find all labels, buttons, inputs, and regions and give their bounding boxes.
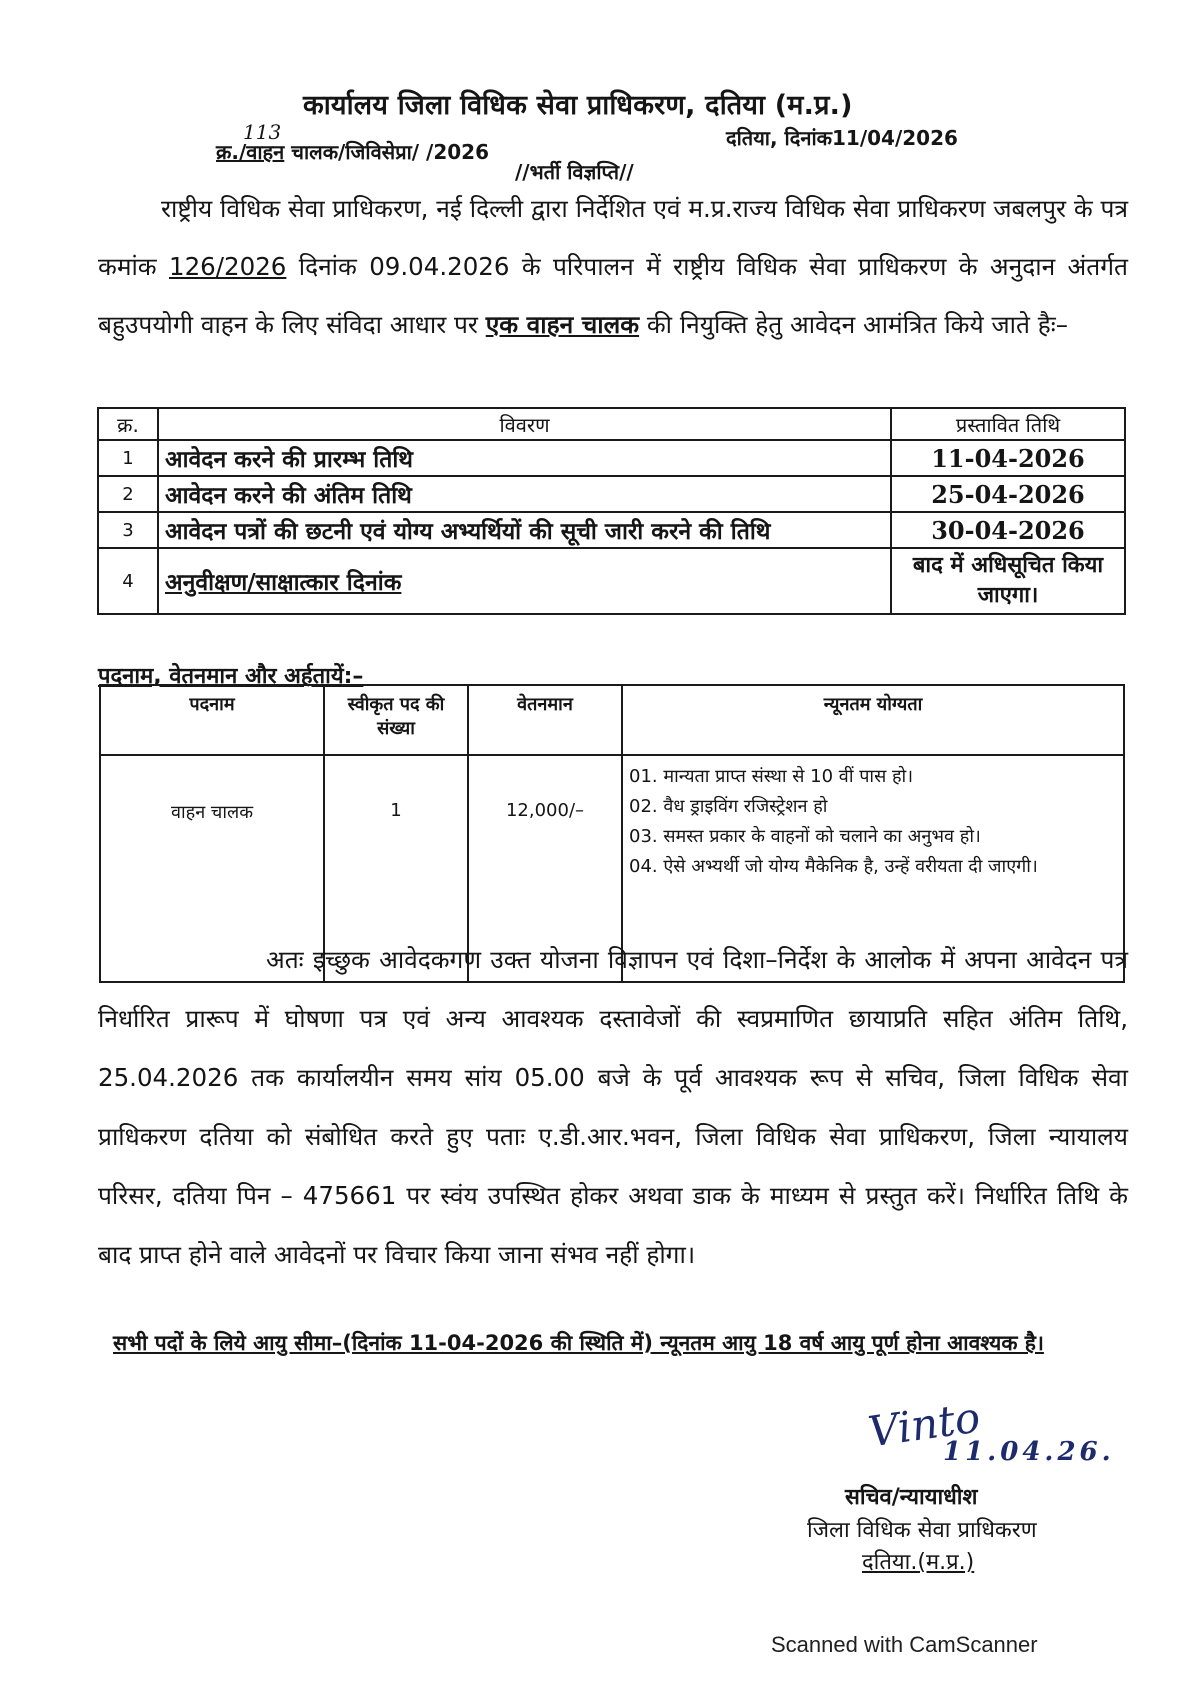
schedule-header-date: प्रस्तावित तिथि	[891, 408, 1125, 440]
reference-number	[216, 138, 489, 165]
schedule-date: 30-04-2026	[891, 512, 1125, 548]
post-header-pay: वेतनमान	[468, 685, 622, 755]
signatory-place: दतिया.(म.प्र.)	[862, 1550, 975, 1575]
list-item: 03. समस्त प्रकार के वाहनों को चलाने का अनुभव हो।	[629, 826, 981, 847]
post-header-name: पदनाम	[100, 685, 324, 755]
issue-date: दतिया, दिनांक11/04/2026	[726, 126, 958, 150]
schedule-date: बाद में अधिसूचित किया जाएगा।	[891, 548, 1125, 614]
schedule-sn: 1	[98, 440, 158, 476]
table-row	[98, 476, 1125, 512]
schedule-desc: आवेदन करने की अंतिम तिथि	[158, 476, 891, 512]
instructions-paragraph: अतः इच्छुक आवेदकगण उक्त योजना विज्ञापन एवं दिशा–निर्देश के आलोक में अपना आवेदन पत्र निर्धारित प्रारूप में घोषणा पत्र एवं अन्य आवश्यक दस्तावेजों की स्वप्रमाणित छायाप्रति सहित अंतिम तिथि, 25.04.2026 तक कार्यालयीन समय सांय 05.00 बजे के पूर्व आवश्यक रूप से सचिव, जिला विधिक सेवा प्राधिकरण दतिया को संबोधित करते हुए पताः ए.डी.आर.भवन, जिला विधिक सेवा प्राधिकरण, जिला न्यायालय परिसर, दतिया पिन – 475661 पर स्वंय उपस्थित होकर अथवा डाक के माध्यम से प्रस्तुत करें। निर्धारित तिथि के बाद प्राप्त होने वाले आवेदनों पर विचार किया जाना संभव नहीं होगा।	[98, 945, 1128, 1269]
intro-text-1: राष्ट्रीय विधिक सेवा प्राधिकरण, नई दिल्ली द्वारा निर्देशित एवं म.प्र.राज्य विधिक सेवा प्राधिकरण जबलपुर के पत्र कमांक	[98, 194, 1128, 281]
file-number: 113	[243, 120, 282, 144]
schedule-sn: 2	[98, 476, 158, 512]
intro-paragraph	[98, 180, 1128, 354]
office-title: कार्यालय जिला विधिक सेवा प्राधिकरण, दतिया (म.प्र.)	[303, 90, 853, 121]
post-name: वाहन चालक	[100, 755, 324, 982]
post-header-row	[100, 685, 1124, 755]
post-count: 1	[324, 755, 468, 982]
letter-number: 126/2026	[169, 252, 287, 281]
schedule-table	[97, 407, 1126, 615]
intro-text-2: दिनांक 09.04.2026 के परिपालन में राष्ट्रीय विधिक सेवा प्राधिकरण के अनुदान अंतर्गत बहुउपयोगी वाहन के लिए संविदा आधार पर	[98, 252, 1129, 339]
schedule-header-desc: विवरण	[158, 408, 891, 440]
notice-subject: //भर्ती विज्ञप्ति//	[515, 160, 634, 184]
schedule-sn: 4	[98, 548, 158, 614]
post-header-count: स्वीकृत पद की संख्या	[324, 685, 468, 755]
post-header-qualification: न्यूनतम योग्यता	[622, 685, 1124, 755]
schedule-header-row	[98, 408, 1125, 440]
signatory-office: जिला विधिक सेवा प्राधिकरण	[807, 1518, 1037, 1543]
signature-date: 11.04.26.	[943, 1437, 1115, 1467]
table-row	[98, 512, 1125, 548]
schedule-date: 25-04-2026	[891, 476, 1125, 512]
schedule-header-sn: क्र.	[98, 408, 158, 440]
intro-text-3: की नियुक्ति हेतु आवेदन आमंत्रित किये जाते हैः–	[639, 310, 1068, 339]
schedule-desc: आवेदन करने की प्रारम्भ तिथि	[158, 440, 891, 476]
reference-prefix: क्र./वाहन	[216, 140, 285, 164]
scanner-watermark: Scanned with CamScanner	[771, 1632, 1038, 1657]
age-limit-note: सभी पदों के लिये आयु सीमा–(दिनांक 11-04-2026 की स्थिति में) न्यूनतम आयु 18 वर्ष आयु पूर्ण होना आवश्यक है।	[113, 1331, 1044, 1355]
post-pay: 12,000/–	[468, 755, 622, 982]
list-item: 02. वैध ड्राइविंग रजिस्ट्रेशन हो	[629, 796, 828, 817]
list-item: 04. ऐसे अभ्यर्थी जो योग्य मैकेनिक है, उन्हें वरीयता दी जाएगी।	[629, 856, 1038, 877]
list-item: 01. मान्यता प्राप्त संस्था से 10 वीं पास हो।	[629, 766, 914, 787]
schedule-date: 11-04-2026	[891, 440, 1125, 476]
section-title: पदनाम, वेतनमान और अर्हतायें:–	[98, 664, 364, 689]
schedule-desc: आवेदन पत्रों की छटनी एवं योग्य अभ्यर्थियों की सूची जारी करने की तिथि	[158, 512, 891, 548]
schedule-desc: अनुवीक्षण/साक्षात्कार दिनांक	[158, 548, 891, 614]
schedule-sn: 3	[98, 512, 158, 548]
qualification-list	[629, 762, 1117, 882]
signatory-designation: सचिव/न्यायाधीश	[845, 1485, 978, 1510]
table-row	[98, 440, 1125, 476]
post-highlight: एक वाहन चालक	[485, 310, 640, 339]
table-row	[98, 548, 1125, 614]
handwritten-signature: Vinto	[865, 1392, 984, 1457]
reference-rest: चालक/जिविसेप्रा/ /2026	[284, 140, 490, 164]
